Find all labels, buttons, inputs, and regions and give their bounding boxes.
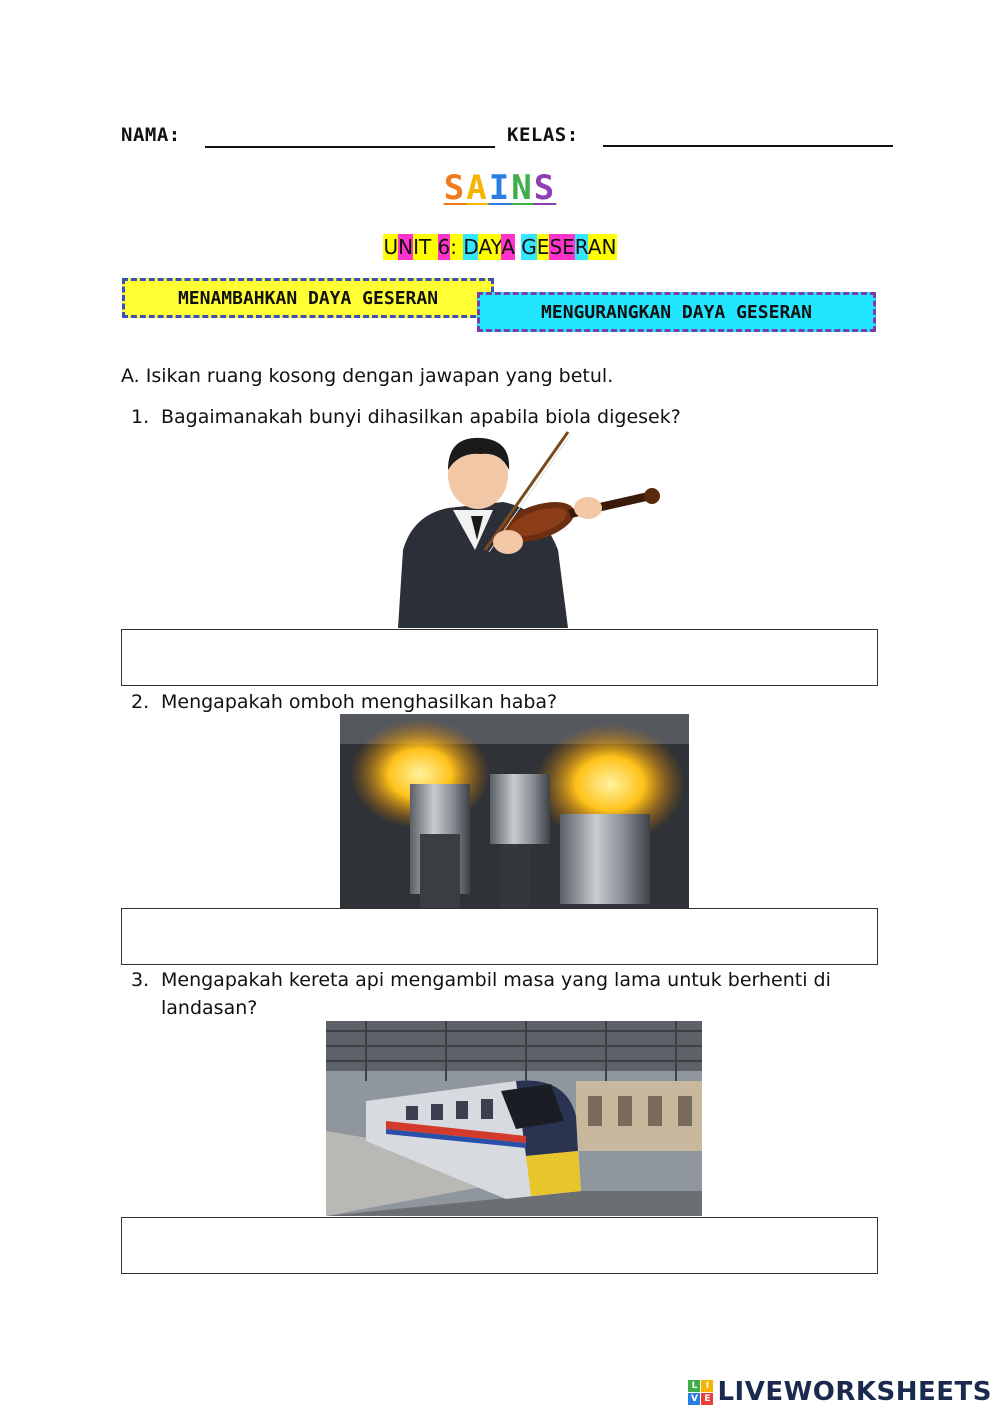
liveworksheets-brand[interactable] [688, 1377, 992, 1407]
tag-decrease-friction: MENGURANGKAN DAYA GESERAN [477, 292, 876, 332]
unit-segment: A [501, 235, 515, 259]
answer-box-1[interactable] [121, 629, 878, 686]
question-1-text: Bagaimanakah bunyi dihasilkan apabila biola digesek? [161, 406, 681, 428]
title-letter: N [511, 168, 534, 208]
unit-segment: D [463, 235, 479, 259]
liveworksheets-logo-icon [688, 1380, 713, 1405]
logo-letter: E [701, 1393, 713, 1405]
logo-letter: V [688, 1393, 700, 1405]
train-station-photo [326, 1021, 702, 1216]
class-label: KELAS: [507, 124, 579, 146]
unit-heading [0, 235, 1000, 259]
unit-segment: IT [413, 235, 438, 259]
logo-letter: L [688, 1380, 700, 1392]
question-2-number: 2. [131, 691, 150, 713]
tag-increase-friction: MENAMBAHKAN DAYA GESERAN [122, 278, 494, 318]
answer-box-2[interactable] [121, 908, 878, 965]
unit-segment: 6 [437, 235, 451, 259]
unit-segment: E [536, 235, 550, 259]
unit-segment: R [574, 235, 588, 259]
name-line[interactable] [205, 146, 495, 148]
brand-name: LIVEWORKSHEETS [717, 1377, 992, 1407]
unit-segment: AY [478, 235, 502, 259]
page-title [0, 168, 1000, 208]
title-letter: S [533, 168, 557, 208]
unit-segment: N [398, 235, 414, 259]
question-3-number: 3. [131, 969, 150, 991]
question-2-text: Mengapakah omboh menghasilkan haba? [161, 691, 558, 713]
name-label: NAMA: [121, 124, 181, 146]
question-3-text-line2: landasan? [161, 997, 258, 1019]
title-letter: A [466, 168, 489, 208]
logo-letter: I [701, 1380, 713, 1392]
instruction-text: A. Isikan ruang kosong dengan jawapan yang betul. [121, 365, 614, 387]
question-1-number: 1. [131, 406, 150, 428]
unit-segment: SE [549, 235, 575, 259]
title-text [444, 168, 556, 208]
unit-segment: AN [587, 235, 617, 259]
violin-boy-photo [393, 430, 663, 628]
question-3-text: Mengapakah kereta api mengambil masa yang lama untuk berhenti di [161, 969, 831, 991]
engine-piston-photo [340, 714, 689, 908]
title-letter: S [443, 168, 467, 208]
answer-box-3[interactable] [121, 1217, 878, 1274]
class-line[interactable] [603, 145, 893, 147]
title-letter: I [488, 168, 512, 208]
unit-segment: U [383, 235, 399, 259]
unit-segment: : [450, 235, 464, 259]
unit-segment: G [521, 235, 537, 259]
